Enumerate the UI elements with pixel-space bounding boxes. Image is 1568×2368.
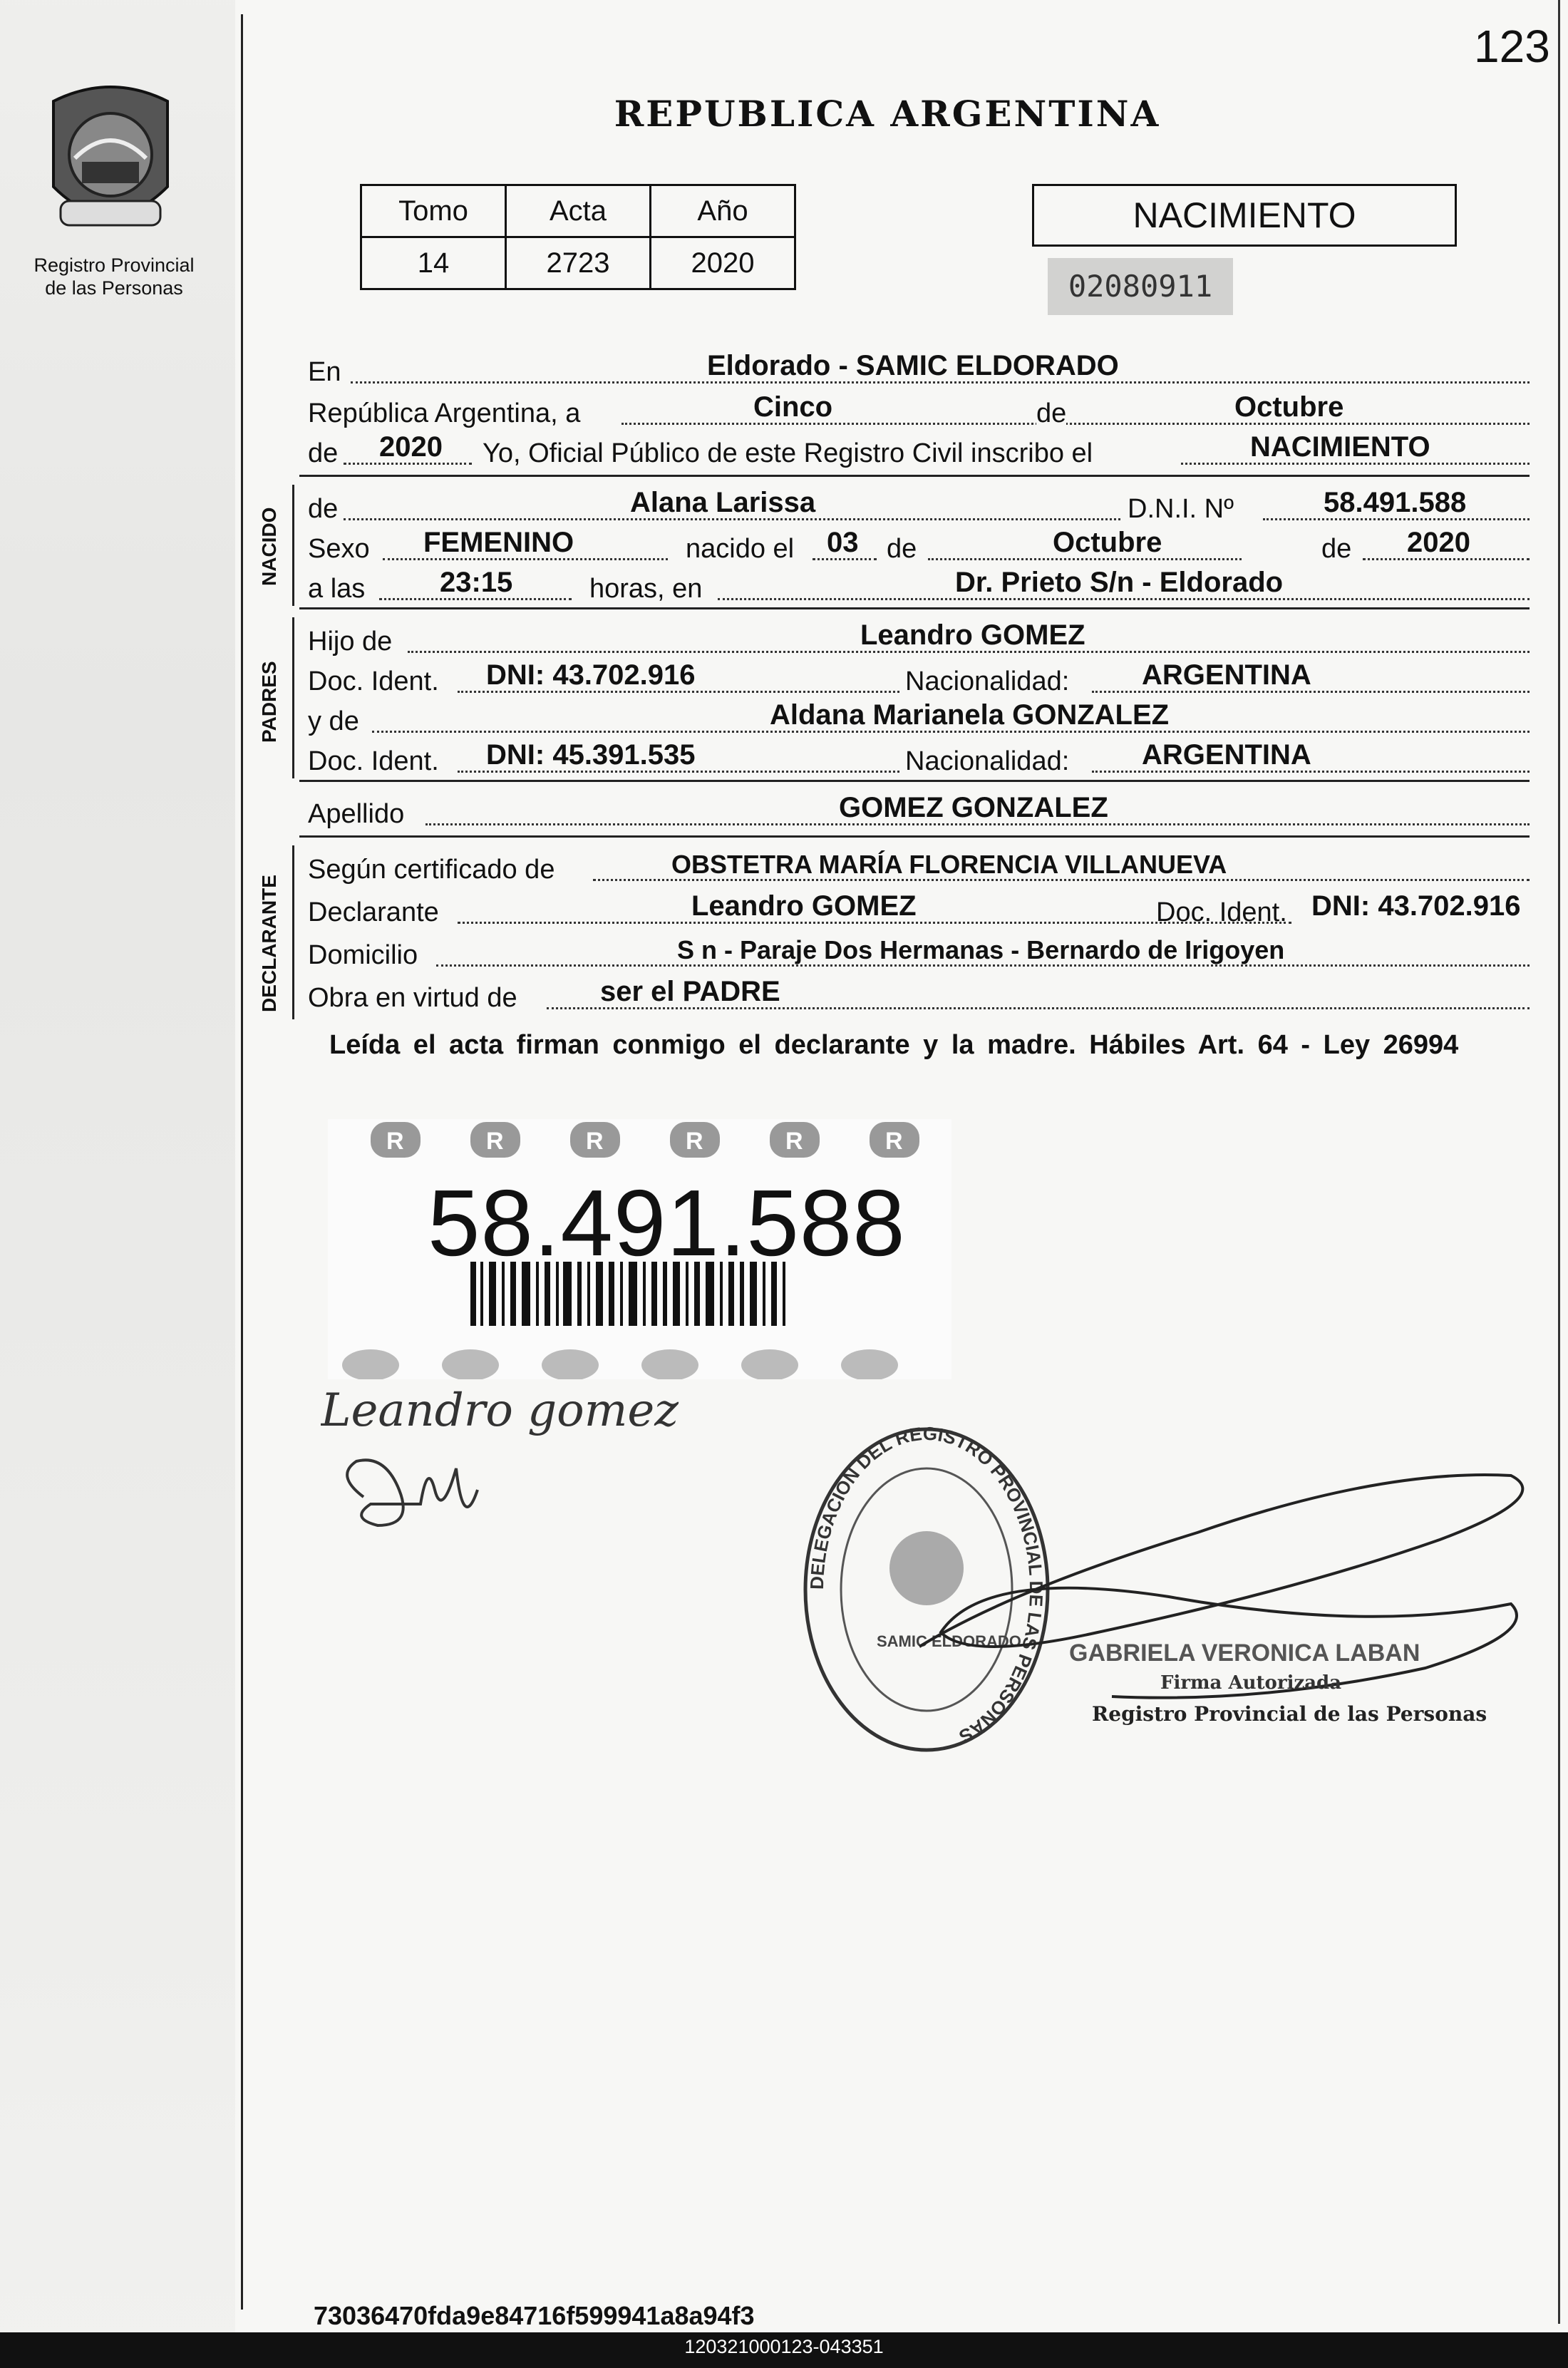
padres-section-label: PADRES	[258, 661, 280, 743]
document-title: REPUBLICA ARGENTINA	[614, 93, 1161, 135]
year-value: 2020	[379, 431, 443, 463]
de-label: de	[1036, 398, 1067, 428]
nacido-section-label: NACIDO	[258, 507, 280, 586]
line-en	[308, 348, 1530, 391]
doc-label: Doc. Ident.	[308, 746, 439, 776]
cert-label: Según certificado de	[308, 855, 555, 885]
badge-r: R	[686, 1128, 703, 1155]
nacido-el-label: nacido el	[686, 534, 795, 564]
serial-number: 02080911	[1048, 258, 1233, 315]
birth-day: 03	[827, 527, 859, 558]
alas-label: a las	[308, 574, 366, 604]
anio-header: Año	[651, 185, 795, 237]
birth-year: 2020	[1407, 527, 1470, 558]
mother-nationality: ARGENTINA	[1142, 739, 1311, 771]
document-hash: 73036470fda9e84716f599941a8a94f3	[314, 2301, 755, 2330]
decl-doc-label: Doc. Ident.	[1156, 897, 1287, 927]
day-value: Cinco	[753, 391, 833, 423]
sexo-value: FEMENINO	[423, 527, 574, 558]
mother-doc: DNI: 45.391.535	[486, 739, 696, 771]
line-hora	[308, 565, 1530, 607]
child-dni: 58.491.588	[1324, 487, 1467, 518]
father-doc: DNI: 43.702.916	[486, 659, 696, 691]
apellido-value: GOMEZ GONZALEZ	[839, 792, 1108, 823]
handwritten-name: Leandro gomez	[321, 1384, 679, 1437]
hijo-label: Hijo de	[308, 627, 393, 657]
registry-table	[360, 184, 796, 290]
declarante-value: Leandro GOMEZ	[691, 890, 917, 922]
right-margin-rule	[1558, 0, 1560, 2324]
de-label-2: de	[887, 534, 917, 564]
padres-bar	[292, 617, 294, 778]
line-madre-doc	[308, 737, 1530, 780]
line-apellido	[308, 790, 1530, 833]
section-rule	[299, 835, 1530, 838]
line-nombre	[308, 485, 1530, 527]
country-label: República Argentina, a	[308, 398, 581, 428]
father-name: Leandro GOMEZ	[860, 619, 1085, 651]
section-rule	[299, 780, 1530, 782]
page-number: 123	[1474, 21, 1550, 72]
line-padre-doc	[308, 657, 1530, 700]
anio-value: 2020	[651, 237, 795, 289]
issuer-caption	[14, 254, 214, 299]
month-value: Octubre	[1234, 391, 1344, 423]
cert-value: OBSTETRA MARÍA FLORENCIA VILLANUEVA	[671, 850, 1227, 879]
tomo-header: Tomo	[361, 185, 506, 237]
en-label: En	[308, 357, 341, 387]
decl-doc-value: DNI: 43.702.916	[1311, 890, 1521, 922]
de-label-3: de	[1321, 534, 1352, 564]
line-certificado	[308, 845, 1530, 888]
yde-label: y de	[308, 706, 359, 736]
declarante-section-label: DECLARANTE	[258, 875, 280, 1012]
statement-text: Yo, Oficial Público de este Registro Civil inscribo el	[483, 438, 1093, 468]
mother-name: Aldana Marianela GONZALEZ	[770, 699, 1170, 731]
declarante-label: Declarante	[308, 897, 439, 927]
line-declarante	[308, 888, 1530, 931]
domicilio-label: Domicilio	[308, 940, 418, 970]
official-name: GABRIELA VERONICA LABAN	[1069, 1639, 1420, 1667]
badge-r: R	[486, 1128, 504, 1155]
stamp-ring-text: DELEGACION DEL REGISTRO PROVINCIAL DE LAS PERSONAS	[805, 1426, 1048, 1748]
line-padre	[308, 617, 1530, 660]
de-label: de	[308, 438, 339, 468]
official-title: Firma Autorizada	[1160, 1672, 1342, 1694]
line-domicilio	[308, 931, 1530, 974]
badge-r: R	[386, 1128, 404, 1155]
line-fecha	[308, 389, 1530, 432]
acta-header: Acta	[506, 185, 651, 237]
de-label: de	[308, 494, 339, 524]
left-margin-rule	[241, 14, 243, 2310]
nacionalidad-label: Nacionalidad:	[905, 746, 1070, 776]
scan-shading	[0, 0, 235, 2368]
horas-label: horas, en	[589, 574, 703, 604]
footer-code: 120321000123-043351	[684, 2336, 884, 2357]
record-type-box: NACIMIENTO	[1032, 184, 1457, 247]
birth-month: Octubre	[1053, 527, 1162, 558]
section-rule	[299, 475, 1530, 477]
acta-value: 2723	[506, 237, 651, 289]
apellido-label: Apellido	[308, 799, 405, 829]
domicilio-value: S n - Paraje Dos Hermanas - Bernardo de Irigoyen	[677, 935, 1285, 964]
official-org: Registro Provincial de las Personas	[1092, 1702, 1487, 1726]
badge-r: R	[785, 1128, 803, 1155]
act-value: NACIMIENTO	[1250, 431, 1430, 463]
obra-value: ser el PADRE	[600, 976, 780, 1007]
stamp-center-text: SAMIC ELDORADO	[877, 1632, 1021, 1650]
nacionalidad-label: Nacionalidad:	[905, 666, 1070, 696]
barcode-dni-number: 58.491.588	[428, 1170, 906, 1275]
birth-place: Dr. Prieto S/n - Eldorado	[955, 567, 1284, 598]
place-value: Eldorado - SAMIC ELDORADO	[707, 350, 1119, 381]
issuer-line-2: de las Personas	[45, 277, 183, 299]
declarante-bar	[292, 845, 294, 1019]
line-madre	[308, 697, 1530, 740]
nacido-bar	[292, 485, 294, 606]
badge-r: R	[586, 1128, 604, 1155]
badge-r: R	[885, 1128, 903, 1155]
birth-time: 23:15	[440, 567, 513, 598]
dni-label: D.N.I. Nº	[1128, 494, 1234, 524]
sexo-label: Sexo	[308, 534, 370, 564]
line-sexo	[308, 525, 1530, 567]
footer-code-bar	[0, 2332, 1568, 2368]
section-rule	[299, 607, 1530, 609]
obra-label: Obra en virtud de	[308, 983, 517, 1013]
child-name: Alana Larissa	[630, 487, 816, 518]
tomo-value: 14	[361, 237, 506, 289]
line-statement	[308, 429, 1530, 472]
closing-text: Leída el acta firman conmigo el declarante y la madre. Hábiles Art. 64 - Ley 26994	[329, 1030, 1459, 1060]
father-nationality: ARGENTINA	[1142, 659, 1311, 691]
line-obra	[308, 974, 1530, 1016]
declarant-signature	[321, 1383, 691, 1568]
issuer-line-1: Registro Provincial	[33, 254, 195, 276]
doc-label: Doc. Ident.	[308, 666, 439, 696]
